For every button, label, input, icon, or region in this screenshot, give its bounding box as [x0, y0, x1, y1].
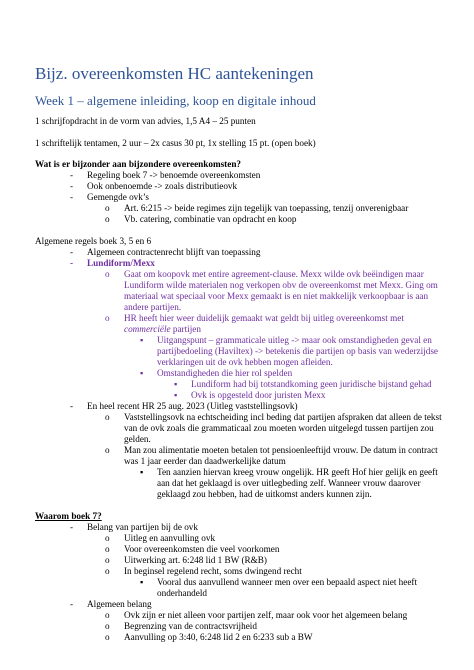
list-item: Begrenzing van de contractsvrijheid	[124, 621, 257, 631]
dash-bullet: -	[70, 192, 74, 202]
list-item: Uitwerking art. 6:248 lid 1 BW (R&B)	[124, 555, 267, 565]
commerciele-term: commerciële	[124, 324, 171, 334]
list-item-continuation: geklaagd zou hebben, had de uitkomst anders kunnen zijn.	[157, 489, 372, 499]
list-item-continuation: was 1 jaar eerder dan daadwerkelijke datum	[124, 456, 286, 466]
square-bullet: ▪	[140, 577, 144, 587]
paragraph-assignment: 1 schrijfopdracht in de vorm van advies, 1,5 A4 – 25 punten	[35, 116, 256, 126]
partijen-term: partijen	[172, 324, 201, 334]
circle-bullet: o	[105, 555, 110, 565]
list-item-continuation: gelden.	[124, 434, 151, 444]
list-item: Uitleg en aanvulling ovk	[124, 533, 216, 543]
dash-bullet: -	[70, 401, 74, 411]
list-item: Man zou alimentatie moeten betalen tot pensioenleeftijd vrouw. De datum in contract	[124, 445, 438, 455]
list-item: Ovk zijn er niet alleen voor partijen zelf, maar ook voor het algemeen belang	[124, 610, 408, 620]
section-heading-bijzonder: Wat is er bijzonder aan bijzondere overeenkomsten?	[35, 159, 242, 169]
list-item: Vaststellingsovk na echtscheiding incl beding dat partijen afspraken dat alleen de tekst	[124, 412, 442, 422]
paragraph-exam: 1 schriftelijk tentamen, 2 uur – 2x casus 30 pt, 1x stelling 15 pt. (open boek)	[35, 138, 316, 148]
list-item: Ovk is opgesteld door juristen Mexx	[191, 390, 326, 400]
list-item-continuation: aan dat het geklaagd is over uitlegbeding zelf. Wanneer vrouw daarover	[157, 478, 421, 488]
section-heading-algemene-regels: Algemene regels boek 3, 5 en 6	[35, 236, 152, 246]
circle-bullet: o	[105, 632, 110, 642]
list-item-continuation: onderhandeld	[157, 588, 208, 598]
circle-bullet: o	[105, 566, 110, 576]
dash-bullet: -	[70, 258, 74, 268]
circle-bullet: o	[105, 313, 110, 323]
square-bullet: ▪	[140, 467, 144, 477]
list-item: HR heeft hier weer duidelijk gemaakt wat geldt bij uitleg overeenkomst met	[124, 313, 404, 323]
list-item: Regeling boek 7 -> benoemde overeenkomsten	[87, 170, 261, 180]
list-item: Gemengde ovk’s	[87, 192, 150, 202]
list-item: En heel recent HR 25 aug. 2023 (Uitleg vaststellingsovk)	[87, 401, 298, 411]
dash-bullet: -	[70, 599, 74, 609]
list-item-continuation	[124, 324, 201, 335]
dash-bullet: -	[70, 181, 74, 191]
circle-bullet: o	[105, 269, 110, 279]
dash-bullet: -	[70, 170, 74, 180]
dash-bullet: -	[70, 247, 74, 257]
document-subtitle: Week 1 – algemene inleiding, koop en digitale inhoud	[35, 93, 316, 108]
circle-bullet: o	[105, 214, 110, 224]
list-item: Aanvulling op 3:40, 6:248 lid 2 en 6:233 sub a BW	[124, 632, 313, 642]
circle-bullet: o	[105, 445, 110, 455]
square-bullet: ▪	[174, 379, 178, 389]
section-heading-waarom-boek-7: Waarom boek 7?	[35, 511, 102, 521]
list-item-continuation: materiaal wat speciaal voor Mexx gemaakt is en niet makkelijk verkoopbaar is aan	[124, 291, 429, 301]
list-item: Voor overeenkomsten die veel voorkomen	[124, 544, 280, 554]
list-item-continuation: Lundiform wilde materialen nog verkopen obv de overeenkomst met Mexx. Ging om	[124, 280, 438, 290]
square-bullet: ▪	[174, 390, 178, 400]
list-item: Art. 6:215 -> beide regimes zijn tegelijk van toepassing, tenzij onverenigbaar	[124, 203, 409, 213]
square-bullet: ▪	[140, 335, 144, 345]
list-item: Lundiform had bij totstandkoming geen juridische bijstand gehad	[191, 379, 432, 389]
square-bullet: ▪	[140, 368, 144, 378]
list-item: Belang van partijen bij de ovk	[87, 522, 198, 532]
circle-bullet: o	[105, 412, 110, 422]
circle-bullet: o	[105, 610, 110, 620]
circle-bullet: o	[105, 533, 110, 543]
list-item: In beginsel regelend recht, soms dwingend recht	[124, 566, 302, 576]
dash-bullet: -	[70, 522, 74, 532]
list-item: Ten aanzien hiervan kreeg vrouw ongelijk. HR geeft Hof hier gelijk en geeft	[157, 467, 438, 477]
document-title: Bijz. overeenkomsten HC aantekeningen	[35, 64, 314, 83]
list-item: Algemeen belang	[87, 599, 152, 609]
list-item-continuation: van de ovk zoals die grammaticaal zou moeten worden uitgelegd tussen partijen zou	[124, 423, 434, 433]
circle-bullet: o	[105, 203, 110, 213]
list-item: Vb. catering, combinatie van opdracht en koop	[124, 214, 297, 224]
list-item: Uitgangspunt – grammaticale uitleg -> maar ook omstandigheden geval en	[157, 335, 432, 345]
list-item: Algemeen contractenrecht blijft van toepassing	[87, 247, 261, 257]
list-item-continuation: verklaringen uit de ovk hebben mogen afleiden.	[157, 357, 333, 367]
list-item: Ook onbenoemde -> zoals distributieovk	[87, 181, 238, 191]
list-item: Gaat om koopovk met entire agreement-clause. Mexx wilde ovk beëindigen maar	[124, 269, 424, 279]
list-item: Vooral dus aanvullend wanneer men over een bepaald aspect niet heeft	[157, 577, 418, 587]
circle-bullet: o	[105, 621, 110, 631]
list-item-continuation: partijbedoeling (Haviltex) -> betekenis die partijen op basis van wederzijdse	[157, 346, 438, 356]
case-name-lundiform-mexx: Lundiform/Mexx	[87, 258, 155, 268]
list-item: Omstandigheden die hier rol spelden	[157, 368, 293, 378]
list-item-continuation: andere partijen.	[124, 302, 182, 312]
circle-bullet: o	[105, 544, 110, 554]
